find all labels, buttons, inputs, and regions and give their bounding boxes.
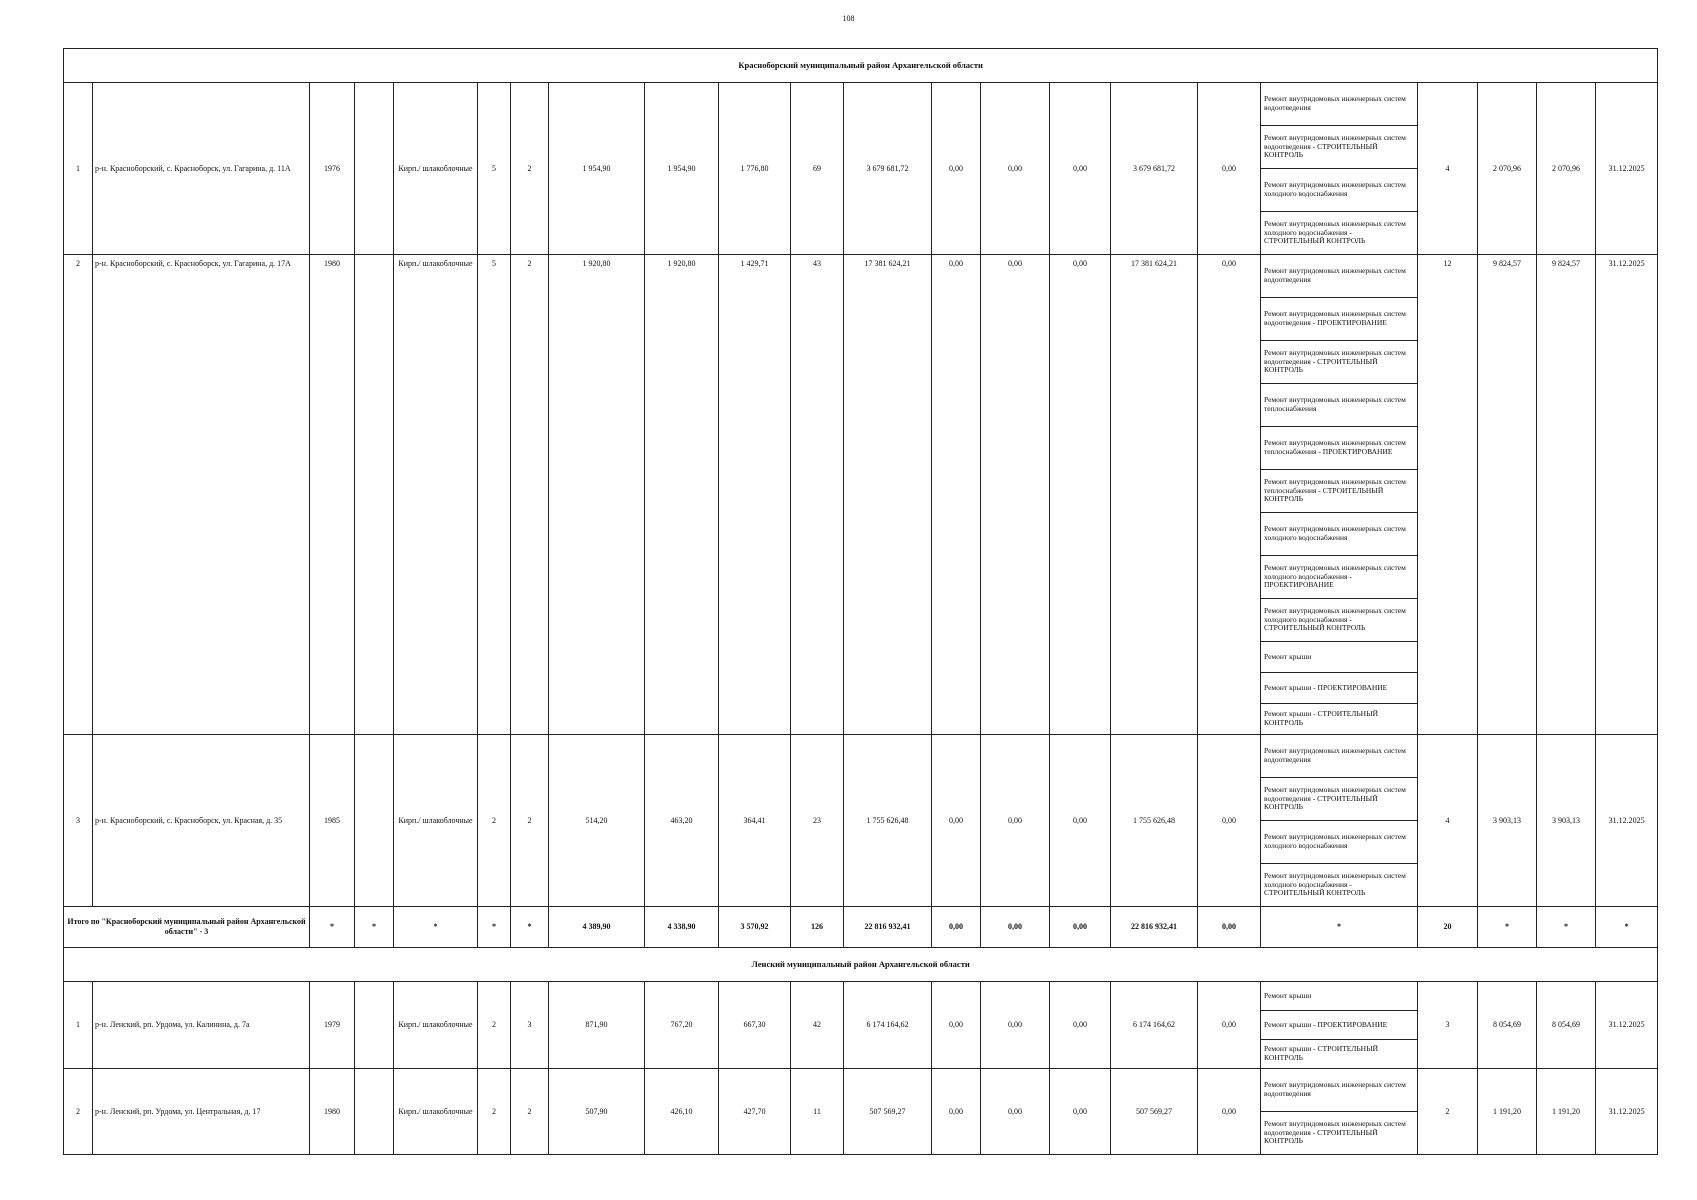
work-type-cell: Ремонт внутридомовых инженерных систем водоотведения - СТРОИТЕЛЬНЫЙ КОНТРОЛЬ <box>1261 1112 1418 1155</box>
address-cell: р-н. Красноборский, с. Красноборск, ул. Гагарина, д. 11А <box>93 83 310 255</box>
cost-total-cell: 1 755 626,48 <box>844 735 932 907</box>
total-label: Итого по "Красноборский муниципальный район Архангельской области" - 3 <box>64 907 310 948</box>
total-residents-cell: 126 <box>791 907 844 948</box>
wall-cell: Кирп./ шлакоблочные <box>394 83 478 255</box>
entrances-cell: 3 <box>511 982 549 1069</box>
row-number: 1 <box>64 982 93 1069</box>
f2-cell: 0,00 <box>981 83 1050 255</box>
deadline-cell: 31.12.2025 <box>1596 982 1658 1069</box>
year-cell: 1980 <box>310 255 355 735</box>
section-header-row <box>64 948 1658 982</box>
total-area-b-cell: 3 570,92 <box>719 907 791 948</box>
f4-cell: 0,00 <box>1198 982 1261 1069</box>
cost-owner-cell: 507 569,27 <box>1111 1069 1198 1155</box>
deadline-cell: 31.12.2025 <box>1596 83 1658 255</box>
work-type-cell: Ремонт внутридомовых инженерных систем холодного водоснабжения - СТРОИТЕЛЬНЫЙ КОНТРОЛЬ <box>1261 212 1418 255</box>
f4-cell: 0,00 <box>1198 1069 1261 1155</box>
wall-cell: Кирп./ шлакоблочные <box>394 255 478 735</box>
area-b-cell: 427,70 <box>719 1069 791 1155</box>
table-row <box>64 735 1658 778</box>
entrances-cell: 2 <box>511 255 549 735</box>
residents-cell: 11 <box>791 1069 844 1155</box>
area-total-cell: 871,90 <box>549 982 645 1069</box>
floors-cell: 2 <box>478 982 511 1069</box>
wall-cell: Кирп./ шлакоблочные <box>394 1069 478 1155</box>
residents-cell: 69 <box>791 83 844 255</box>
cost-total-cell: 3 679 681,72 <box>844 83 932 255</box>
unit-cost-max-cell: 1 191,20 <box>1537 1069 1596 1155</box>
f2-cell: 0,00 <box>981 255 1050 735</box>
floors-cell: 5 <box>478 255 511 735</box>
unit-cost-cell: 2 070,96 <box>1478 83 1537 255</box>
total-c-unit-cell: * <box>1478 907 1537 948</box>
area-total-cell: 1 954,90 <box>549 83 645 255</box>
cost-owner-cell: 6 174 164,62 <box>1111 982 1198 1069</box>
section-header-row <box>64 49 1658 83</box>
unit-cost-max-cell: 8 054,69 <box>1537 982 1596 1069</box>
unit-cost-cell: 1 191,20 <box>1478 1069 1537 1155</box>
work-type-cell: Ремонт внутридомовых инженерных систем водоотведения <box>1261 735 1418 778</box>
table-row <box>64 982 1658 1011</box>
f2-cell: 0,00 <box>981 735 1050 907</box>
total-work-count-cell: 20 <box>1418 907 1478 948</box>
work-count-cell: 2 <box>1418 1069 1478 1155</box>
area-total-cell: 514,20 <box>549 735 645 907</box>
work-type-cell: Ремонт внутридомовых инженерных систем холодного водоснабжения - ПРОЕКТИРОВАНИЕ <box>1261 556 1418 599</box>
work-type-cell: Ремонт внутридомовых инженерных систем водоотведения - СТРОИТЕЛЬНЫЙ КОНТРОЛЬ <box>1261 341 1418 384</box>
row-number: 1 <box>64 83 93 255</box>
year2-cell <box>355 982 394 1069</box>
address-cell: р-н. Красноборский, с. Красноборск, ул. Гагарина, д. 17А <box>93 255 310 735</box>
total-f1-cell: 0,00 <box>932 907 981 948</box>
work-count-cell: 4 <box>1418 83 1478 255</box>
wall-cell: Кирп./ шлакоблочные <box>394 735 478 907</box>
work-type-cell: Ремонт крыши - СТРОИТЕЛЬНЫЙ КОНТРОЛЬ <box>1261 704 1418 735</box>
work-type-cell: Ремонт внутридомовых инженерных систем холодного водоснабжения <box>1261 169 1418 212</box>
unit-cost-max-cell: 9 824,57 <box>1537 255 1596 735</box>
total-area-total-cell: 4 389,90 <box>549 907 645 948</box>
entrances-cell: 2 <box>511 83 549 255</box>
area-a-cell: 463,20 <box>645 735 719 907</box>
area-b-cell: 364,41 <box>719 735 791 907</box>
unit-cost-max-cell: 3 903,13 <box>1537 735 1596 907</box>
year-cell: 1980 <box>310 1069 355 1155</box>
work-type-cell: Ремонт внутридомовых инженерных систем водоотведения <box>1261 1069 1418 1112</box>
repair-register-table <box>63 48 1658 1155</box>
f3-cell: 0,00 <box>1050 1069 1111 1155</box>
unit-cost-max-cell: 2 070,96 <box>1537 83 1596 255</box>
f3-cell: 0,00 <box>1050 982 1111 1069</box>
total-c-floors-cell: * <box>478 907 511 948</box>
work-type-cell: Ремонт внутридомовых инженерных систем водоотведения - СТРОИТЕЛЬНЫЙ КОНТРОЛЬ <box>1261 778 1418 821</box>
work-type-cell: Ремонт внутридомовых инженерных систем холодного водоснабжения - СТРОИТЕЛЬНЫЙ КОНТРОЛЬ <box>1261 599 1418 642</box>
f1-cell: 0,00 <box>932 1069 981 1155</box>
work-type-cell: Ремонт внутридомовых инженерных систем теплоснабжения - ПРОЕКТИРОВАНИЕ <box>1261 427 1418 470</box>
f3-cell: 0,00 <box>1050 735 1111 907</box>
area-a-cell: 1 954,90 <box>645 83 719 255</box>
area-a-cell: 1 920,80 <box>645 255 719 735</box>
cost-owner-cell: 1 755 626,48 <box>1111 735 1198 907</box>
work-type-cell: Ремонт внутридомовых инженерных систем холодного водоснабжения - СТРОИТЕЛЬНЫЙ КОНТРОЛЬ <box>1261 864 1418 907</box>
total-f4-cell: 0,00 <box>1198 907 1261 948</box>
total-f2-cell: 0,00 <box>981 907 1050 948</box>
floors-cell: 2 <box>478 1069 511 1155</box>
unit-cost-cell: 3 903,13 <box>1478 735 1537 907</box>
address-cell: р-н. Ленский, рп. Урдома, ул. Центральная, д. 17 <box>93 1069 310 1155</box>
wall-cell: Кирп./ шлакоблочные <box>394 982 478 1069</box>
work-type-cell: Ремонт крыши - ПРОЕКТИРОВАНИЕ <box>1261 1011 1418 1040</box>
area-a-cell: 426,10 <box>645 1069 719 1155</box>
cost-owner-cell: 17 381 624,21 <box>1111 255 1198 735</box>
year-cell: 1976 <box>310 83 355 255</box>
entrances-cell: 2 <box>511 735 549 907</box>
total-cost-owner-cell: 22 816 932,41 <box>1111 907 1198 948</box>
area-b-cell: 1 429,71 <box>719 255 791 735</box>
total-f3-cell: 0,00 <box>1050 907 1111 948</box>
address-cell: р-н. Ленский, рп. Урдома, ул. Калинина, д. 7а <box>93 982 310 1069</box>
total-c-entrances-cell: * <box>511 907 549 948</box>
area-b-cell: 1 776,80 <box>719 83 791 255</box>
total-c-unit-max-cell: * <box>1537 907 1596 948</box>
residents-cell: 43 <box>791 255 844 735</box>
work-type-cell: Ремонт внутридомовых инженерных систем водоотведения - СТРОИТЕЛЬНЫЙ КОНТРОЛЬ <box>1261 126 1418 169</box>
floors-cell: 5 <box>478 83 511 255</box>
cost-total-cell: 507 569,27 <box>844 1069 932 1155</box>
work-type-cell: Ремонт крыши - ПРОЕКТИРОВАНИЕ <box>1261 673 1418 704</box>
cost-total-cell: 17 381 624,21 <box>844 255 932 735</box>
f1-cell: 0,00 <box>932 982 981 1069</box>
work-type-cell: Ремонт внутридомовых инженерных систем водоотведения <box>1261 83 1418 126</box>
f4-cell: 0,00 <box>1198 735 1261 907</box>
unit-cost-cell: 9 824,57 <box>1478 255 1537 735</box>
year2-cell <box>355 735 394 907</box>
work-type-cell: Ремонт внутридомовых инженерных систем теплоснабжения <box>1261 384 1418 427</box>
work-count-cell: 3 <box>1418 982 1478 1069</box>
entrances-cell: 2 <box>511 1069 549 1155</box>
total-c-works-cell: * <box>1261 907 1418 948</box>
total-c-year2-cell: * <box>355 907 394 948</box>
total-cost-total-cell: 22 816 932,41 <box>844 907 932 948</box>
section-title: Красноборский муниципальный район Архангельской области <box>64 49 1658 83</box>
residents-cell: 42 <box>791 982 844 1069</box>
area-total-cell: 1 920,80 <box>549 255 645 735</box>
work-type-cell: Ремонт крыши <box>1261 982 1418 1011</box>
work-count-cell: 4 <box>1418 735 1478 907</box>
f4-cell: 0,00 <box>1198 255 1261 735</box>
total-c-wall-cell: * <box>394 907 478 948</box>
year2-cell <box>355 255 394 735</box>
table-row <box>64 1069 1658 1112</box>
year2-cell <box>355 83 394 255</box>
address-cell: р-н. Красноборский, с. Красноборск, ул. Красная, д. 35 <box>93 735 310 907</box>
total-row <box>64 907 1658 948</box>
floors-cell: 2 <box>478 735 511 907</box>
work-count-cell: 12 <box>1418 255 1478 735</box>
page-number: 108 <box>842 14 855 23</box>
deadline-cell: 31.12.2025 <box>1596 255 1658 735</box>
table-row <box>64 255 1658 298</box>
f1-cell: 0,00 <box>932 255 981 735</box>
residents-cell: 23 <box>791 735 844 907</box>
f1-cell: 0,00 <box>932 83 981 255</box>
f2-cell: 0,00 <box>981 1069 1050 1155</box>
year-cell: 1979 <box>310 982 355 1069</box>
work-type-cell: Ремонт крыши - СТРОИТЕЛЬНЫЙ КОНТРОЛЬ <box>1261 1040 1418 1069</box>
section-title: Ленский муниципальный район Архангельской области <box>64 948 1658 982</box>
deadline-cell: 31.12.2025 <box>1596 1069 1658 1155</box>
cost-total-cell: 6 174 164,62 <box>844 982 932 1069</box>
area-b-cell: 667,30 <box>719 982 791 1069</box>
work-type-cell: Ремонт внутридомовых инженерных систем водоотведения <box>1261 255 1418 298</box>
row-number: 2 <box>64 255 93 735</box>
cost-owner-cell: 3 679 681,72 <box>1111 83 1198 255</box>
work-type-cell: Ремонт внутридомовых инженерных систем водоотведения - ПРОЕКТИРОВАНИЕ <box>1261 298 1418 341</box>
f1-cell: 0,00 <box>932 735 981 907</box>
work-type-cell: Ремонт крыши <box>1261 642 1418 673</box>
total-c-deadline-cell: * <box>1596 907 1658 948</box>
f3-cell: 0,00 <box>1050 255 1111 735</box>
unit-cost-cell: 8 054,69 <box>1478 982 1537 1069</box>
work-type-cell: Ремонт внутридомовых инженерных систем холодного водоснабжения <box>1261 821 1418 864</box>
row-number: 2 <box>64 1069 93 1155</box>
total-area-a-cell: 4 338,90 <box>645 907 719 948</box>
deadline-cell: 31.12.2025 <box>1596 735 1658 907</box>
work-type-cell: Ремонт внутридомовых инженерных систем теплоснабжения - СТРОИТЕЛЬНЫЙ КОНТРОЛЬ <box>1261 470 1418 513</box>
year-cell: 1985 <box>310 735 355 907</box>
f4-cell: 0,00 <box>1198 83 1261 255</box>
f2-cell: 0,00 <box>981 982 1050 1069</box>
row-number: 3 <box>64 735 93 907</box>
year2-cell <box>355 1069 394 1155</box>
f3-cell: 0,00 <box>1050 83 1111 255</box>
total-c-year-cell: * <box>310 907 355 948</box>
work-type-cell: Ремонт внутридомовых инженерных систем холодного водоснабжения <box>1261 513 1418 556</box>
area-total-cell: 507,90 <box>549 1069 645 1155</box>
area-a-cell: 767,20 <box>645 982 719 1069</box>
table-row <box>64 83 1658 126</box>
